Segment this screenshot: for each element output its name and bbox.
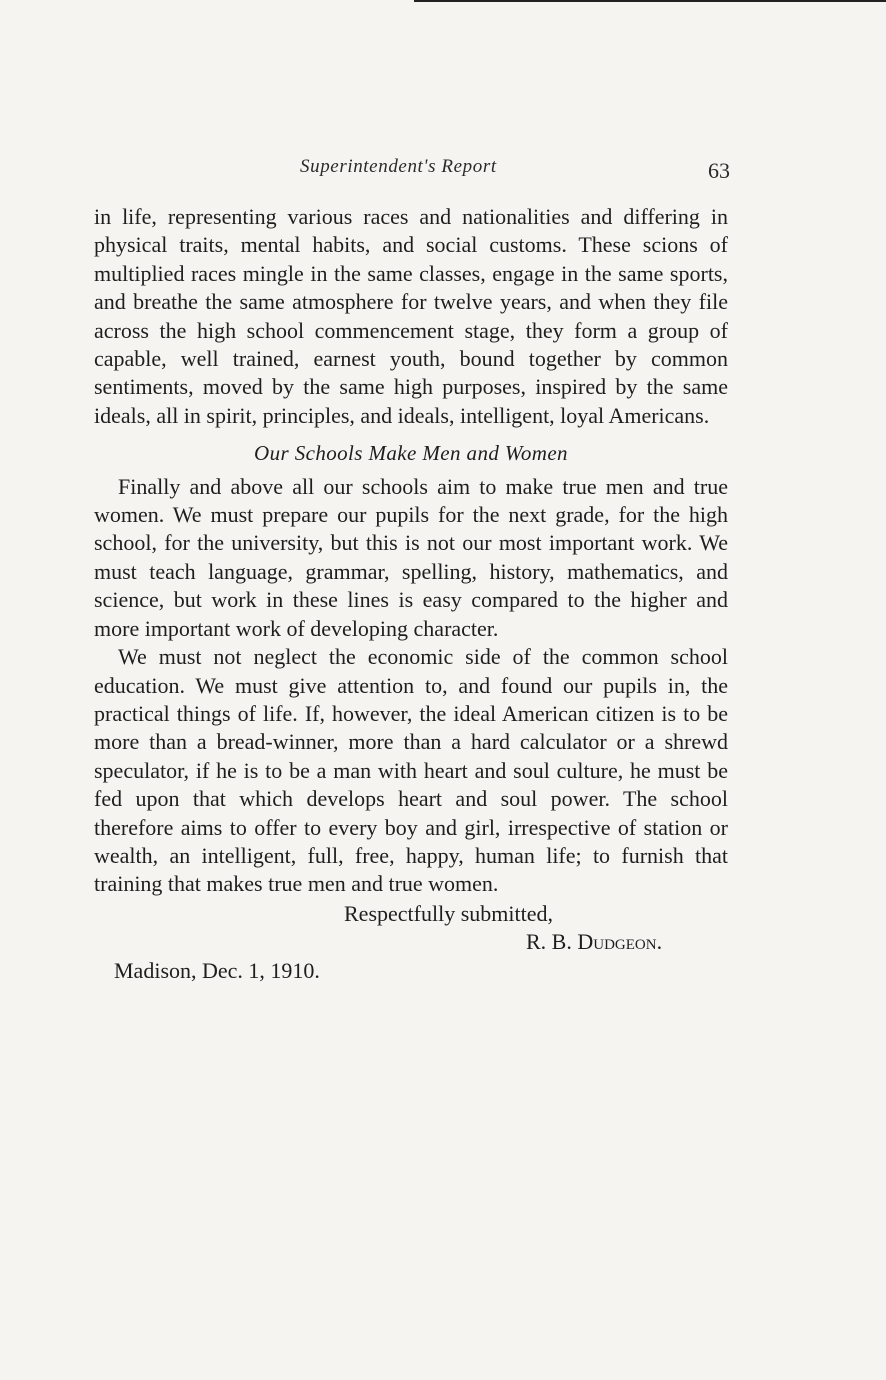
signature [526,928,728,956]
paragraph-finally: Finally and above all our schools aim to make true men and true women. We must prepare our pupils for the next grade, for the high school, for the university, but this is not our most important work. We must teach language, grammar, spelling, history, mathematics, and science, but work in these lines is easy compared to the higher and more important work of developing character. [94,473,728,641]
place-date: Madison, Dec. 1, 1910. [114,957,320,983]
report-body [94,203,728,985]
signature-initials: R. B. [526,929,578,955]
section-heading: Our Schools Make Men and Women [254,441,568,466]
top-edge-rule [414,0,886,2]
page-number: 63 [708,158,730,183]
signature-surname: Dudgeon. [577,929,663,955]
closing-line: Respectfully submitted, [344,900,553,926]
paragraph-continuation: in life, representing various races and nationalities and differing in physical traits, mental habits, and social customs. These scions of multiplied races mingle in the same classes, engage in the same sports, and breathe the same atmosphere for twelve years, and when they file across the high school commencement stage, they form a group of capable, well trained, earnest youth, bound together by common sentiments, moved by the same high purposes, inspired by the same ideals, all in spirit, principles, and ideals, intelligent, loyal Americans. [94,204,728,428]
running-head: Superintendent's Report [300,156,497,177]
paragraph-economic: We must not neglect the economic side of the common school education. We must give attention to, and found our pupils in, the practical things of life. If, however, the ideal American citizen is to be more than a bread-winner, more than a hard calculator or a shrewd speculator, if he is to be a man with heart and soul culture, he must be fed upon that which develops heart and soul power. The school therefore aims to offer to every boy and girl, irrespective of station or wealth, an intelligent, full, free, happy, human life; to furnish that training that makes true men and true women. [94,644,728,897]
